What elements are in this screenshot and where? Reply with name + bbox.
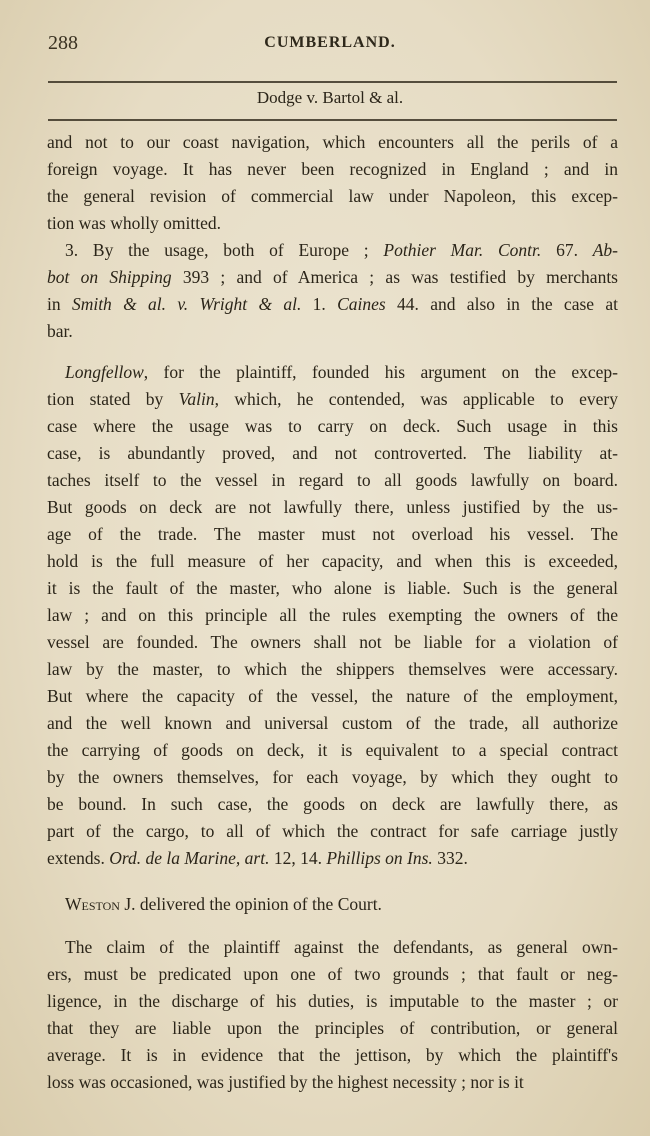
text-line [47,602,618,629]
text-segment: Weston [65,894,120,914]
text-line [47,891,618,918]
text-line [47,710,618,737]
text-segment: loss was occasioned, was justified by the highest necessity ; nor is it [47,1072,524,1092]
text-segment: age of the trade. The master must not overload his vessel. The [47,524,618,544]
text-segment: by the owners themselves, for each voyage, by which they ought to [47,767,618,787]
text-segment: ers, must be predicated upon one of two grounds ; that fault or neg- [47,964,618,984]
text-segment: taches itself to the vessel in regard to all goods lawfully on board. [47,470,618,490]
text-line [47,264,618,291]
text-line [47,1042,618,1069]
header-rule-bottom [48,119,617,121]
text-line [47,934,618,961]
citation-text: bot on Shipping [47,267,172,287]
paragraph-court-opinion [47,934,618,1096]
text-segment: law ; and on this principle all the rules exempting the owners of the [47,605,618,625]
text-segment: tion was wholly omitted. [47,213,222,233]
text-line [47,988,618,1015]
text-line [47,291,618,318]
text-segment: But where the capacity of the vessel, the nature of the employment, [47,686,618,706]
text-line [47,961,618,988]
text-line [47,359,618,386]
text-line [47,1015,618,1042]
text-segment: 393 ; and of America ; as was testified by merchants [171,267,618,287]
text-segment: 67. [541,240,593,260]
text-segment: in [47,294,72,314]
page-number: 288 [48,32,78,54]
paragraph-usage [47,237,618,345]
citation-text: Valin [178,389,215,409]
text-line [47,386,618,413]
text-segment: average. It is in evidence that the jettison, by which the plaintiff's [47,1045,618,1065]
text-segment: But goods on deck are not lawfully there, unless justified by the us- [47,497,618,517]
text-line [47,318,618,345]
text-segment: J. delivered the opinion of the Court. [119,894,382,914]
text-line [47,764,618,791]
text-line [47,156,618,183]
text-segment: 3. By the usage, both of Europe ; [65,240,384,260]
text-line [47,575,618,602]
text-segment: bar. [47,321,73,341]
text-line [47,494,618,521]
text-segment: law by the master, to which the shippers themselves were accessary. [47,659,618,679]
citation-text: Smith & al. v. Wright & al. [71,294,302,314]
text-segment: part of the cargo, to all of which the contract for safe carriage justly [47,821,618,841]
text-line [47,183,618,210]
text-line [47,1069,618,1096]
text-line [47,656,618,683]
citation-text: Longfellow [65,362,144,382]
text-line [47,737,618,764]
text-line [47,818,618,845]
text-segment: 1. [301,294,338,314]
citation-text: Phillips on Ins. [326,848,433,868]
text-segment: case where the usage was to carry on deck. Such usage in this [47,416,618,436]
paragraph-weston-opinion-intro [47,891,618,918]
text-line [47,210,618,237]
text-segment: the carrying of goods on deck, it is equivalent to a special contract [47,740,618,760]
text-line [47,237,618,264]
text-line [47,467,618,494]
text-line [47,413,618,440]
text-segment: the general revision of commercial law under Napoleon, this excep- [47,186,618,206]
text-segment: tion stated by [47,389,179,409]
text-segment: be bound. In such case, the goods on deck are lawfully there, as [47,794,618,814]
text-segment: 332. [432,848,468,868]
text-segment: foreign voyage. It has never been recognized in England ; and in [47,159,618,179]
case-title: Dodge v. Bartol & al. [256,88,404,107]
text-segment: , which, he contended, was applicable to every [214,389,618,409]
paragraph-longfellow-argument [47,359,618,872]
text-segment: and not to our coast navigation, which encounters all the perils of a [47,132,618,152]
text-segment: vessel are founded. The owners shall not be liable for a violation of [47,632,618,652]
text-line [47,548,618,575]
text-segment: hold is the full measure of her capacity, and when this is exceeded, [47,551,618,571]
citation-text: Pothier Mar. Contr. [383,240,542,260]
text-line [47,629,618,656]
citation-text: Ab- [592,240,618,260]
header-rule-top [48,81,617,83]
text-segment: it is the fault of the master, who alone is liable. Such is the general [47,578,618,598]
text-segment: case, is abundantly proved, and not controverted. The liability at- [47,443,618,463]
text-segment: and the well known and universal custom of the trade, all authorize [47,713,618,733]
text-segment: ligence, in the discharge of his duties, is imputable to the master ; or [47,991,618,1011]
citation-text: Caines [337,294,386,314]
paragraph-coast-navigation [47,129,618,237]
citation-text: Ord. de la Marine, art. [109,848,270,868]
text-line [47,129,618,156]
text-line [47,791,618,818]
text-segment: that they are liable upon the principles of contribution, or general [47,1018,618,1038]
text-line [47,440,618,467]
text-segment: The claim of the plaintiff against the defendants, as general own- [65,937,618,957]
text-segment: extends. [47,848,110,868]
text-line [47,521,618,548]
text-line [47,845,618,872]
text-segment: 44. and also in the case at [385,294,618,314]
text-segment: , for the plaintiff, founded his argument on the excep- [143,362,618,382]
running-head: CUMBERLAND. [264,34,396,51]
text-line [47,683,618,710]
text-segment: 12, 14. [269,848,327,868]
